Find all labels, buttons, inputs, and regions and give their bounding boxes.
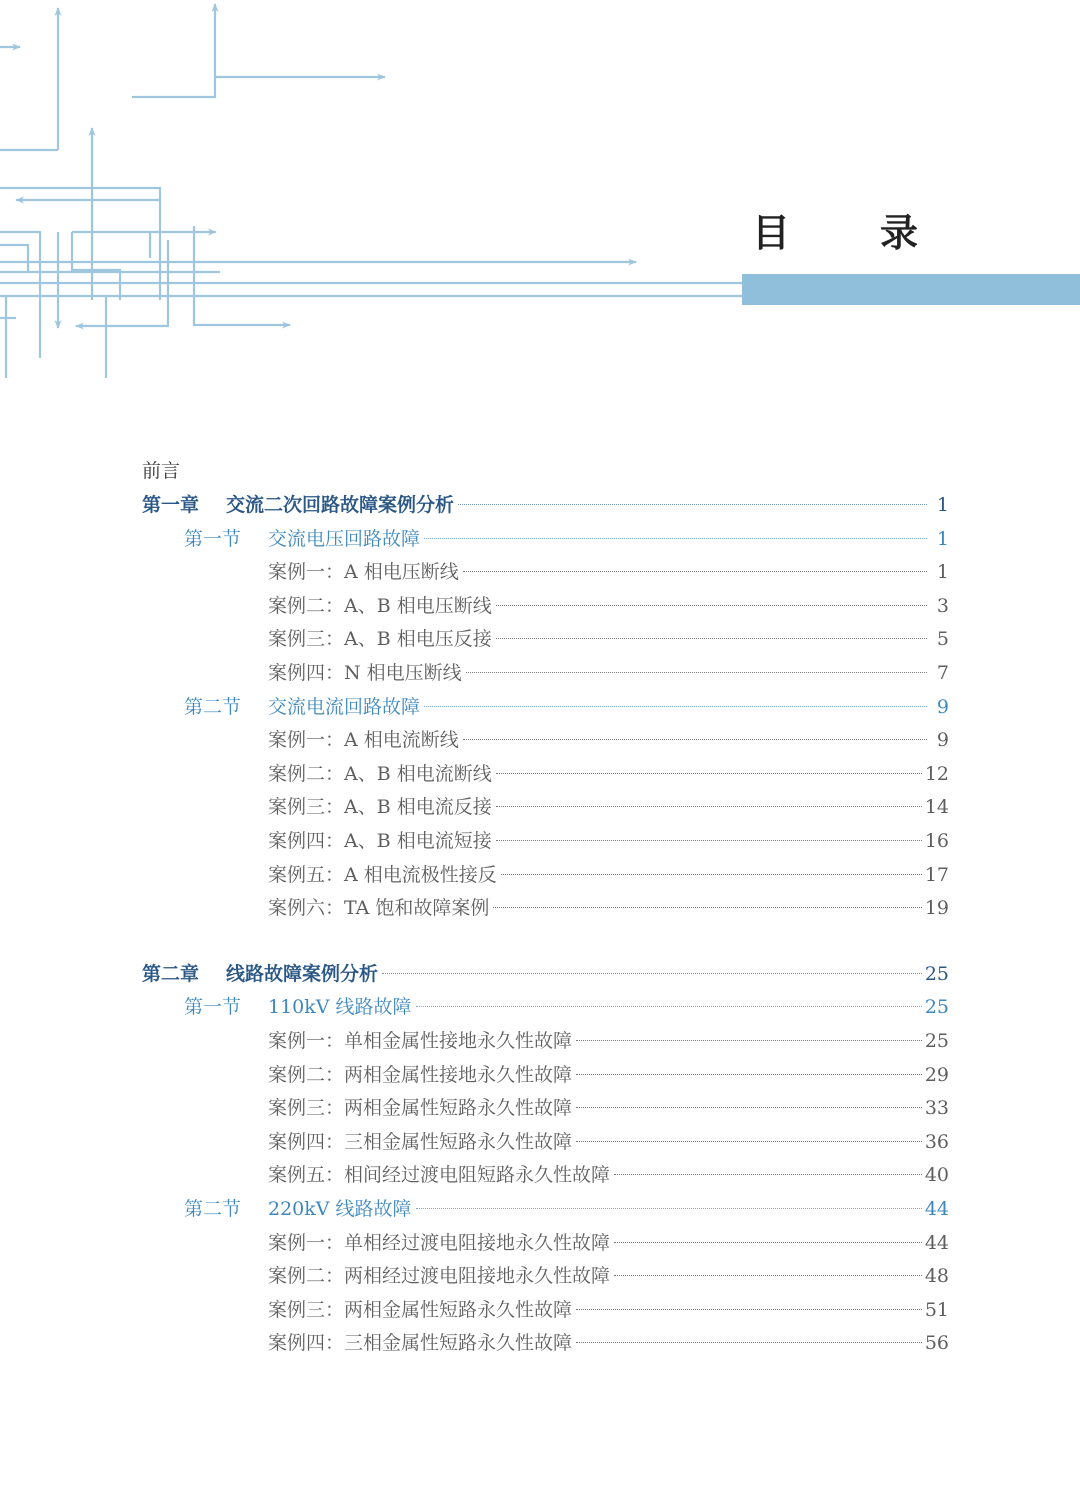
toc-entry-case[interactable] [0,1295,949,1325]
toc-entry-case[interactable] [0,1228,949,1258]
toc-dot-leader [576,1107,922,1108]
toc-dot-leader [576,1309,922,1310]
toc-entry-section[interactable] [0,1194,949,1224]
toc-entry-page: 51 [924,1298,949,1321]
toc-entry-title: 案例一：单相经过渡电阻接地永久性故障 [268,1231,611,1254]
toc-dot-leader [493,907,921,908]
toc-entry-page: 5 [936,628,949,651]
toc-entry-title: 案例三：A、B 相电压反接 [268,628,492,651]
toc-entry-title: 案例一：单相金属性接地永久性故障 [268,1030,573,1052]
toc-entry-section[interactable] [0,524,949,554]
toc-entry-number: 第二章 [142,962,200,985]
toc-entry-title: 案例三：两相金属性短路永久性故障 [268,1097,573,1120]
toc-entry-page: 1 [936,494,949,516]
toc-entry-page: 44 [924,1231,949,1254]
toc-entry-case[interactable] [0,792,949,822]
toc-entry-case[interactable] [0,557,949,587]
toc-entry-number: 第一节 [184,996,242,1019]
toc-entry-case[interactable] [0,860,949,890]
toc-entry-page: 17 [924,863,949,886]
toc-dot-leader [424,706,927,707]
toc-dot-leader [463,739,927,740]
toc-entry-title: 案例三：A、B 相电流反接 [268,796,492,819]
toc-entry-title: 案例二：两相金属性接地永久性故障 [268,1063,573,1086]
toc-entry-number: 第二节 [184,1198,242,1220]
toc-entry-page: 7 [936,662,949,684]
toc-dot-leader [466,672,927,673]
toc-entry-case[interactable] [0,624,949,654]
toc-dot-leader [576,1040,922,1041]
toc-preface[interactable]: 前言 [142,460,181,482]
toc-entry-case[interactable] [0,759,949,789]
toc-entry-title: 案例一：A 相电压断线 [268,561,459,584]
toc-dot-leader [501,874,922,875]
toc-entry-page: 36 [924,1130,949,1153]
toc-entry-section[interactable] [0,692,949,722]
toc-dot-leader [496,605,927,606]
toc-entry-page: 12 [924,762,949,785]
toc-dot-leader [424,538,927,539]
toc-entry-title: 案例四：三相金属性短路永久性故障 [268,1130,573,1153]
toc-entry-page: 14 [924,796,949,819]
toc-entry-title: 案例一：A 相电流断线 [268,729,459,752]
toc-entry-page: 1 [936,561,949,584]
toc-entry-case[interactable] [0,1127,949,1157]
toc-entry-title: 案例五：相间经过渡电阻短路永久性故障 [268,1164,611,1187]
toc-dot-leader [614,1174,922,1175]
toc-entry-page: 25 [924,1030,949,1052]
toc-entry-title: 案例三：两相金属性短路永久性故障 [268,1298,573,1321]
toc-entry-page: 33 [924,1097,949,1120]
toc-dot-leader [382,973,922,974]
toc-entry-case[interactable] [0,1093,949,1123]
toc-entry-title: 案例四：A、B 相电流短接 [268,830,492,852]
toc-entry-case[interactable] [0,658,949,688]
toc-dot-leader [496,773,922,774]
toc-entry-case[interactable] [0,1261,949,1291]
toc-dot-leader [496,638,927,639]
toc-dot-leader [416,1006,922,1007]
toc-entry-page: 9 [936,695,949,718]
toc-entry-chapter[interactable] [0,959,949,989]
toc-entry-title: 交流二次回路故障案例分析 [226,494,455,516]
toc-entry-case[interactable] [0,1328,949,1358]
toc-entry-case[interactable] [0,725,949,755]
toc-entry-case[interactable] [0,826,949,856]
toc-entry-title: 220kV 线路故障 [268,1198,412,1220]
toc-entry-case[interactable] [0,1026,949,1056]
toc-entry-page: 1 [936,527,949,550]
toc-heading: 目 录 [752,211,945,255]
toc-entry-page: 44 [924,1198,949,1220]
toc-dot-leader [496,840,922,841]
toc-dot-leader [614,1275,922,1276]
toc-entry-title: 案例四：三相金属性短路永久性故障 [268,1332,573,1355]
toc-entry-page: 16 [924,830,949,852]
toc-dot-leader [496,806,922,807]
toc-entry-title: 交流电压回路故障 [268,527,421,550]
toc-entry-title: 案例四：N 相电压断线 [268,662,462,684]
toc-entry-section[interactable] [0,992,949,1022]
toc-entry-title: 交流电流回路故障 [268,695,421,718]
toc-entry-case[interactable] [0,1160,949,1190]
toc-dot-leader [463,571,927,572]
toc-dot-leader [416,1208,922,1209]
toc-entry-number: 第一节 [184,527,242,550]
toc-entry-page: 25 [924,996,949,1019]
toc-entry-title: 线路故障案例分析 [226,962,379,985]
toc-entry-page: 9 [936,729,949,752]
toc-entry-case[interactable] [0,893,949,923]
toc-entry-title: 案例二：A、B 相电流断线 [268,762,492,785]
toc-entry-page: 40 [924,1164,949,1187]
toc-entry-title: 案例五：A 相电流极性接反 [268,863,497,886]
toc-entry-title: 案例二：两相经过渡电阻接地永久性故障 [268,1265,611,1288]
toc-dot-leader [576,1342,922,1343]
toc-dot-leader [576,1141,922,1142]
toc-entry-case[interactable] [0,1060,949,1090]
toc-entry-page: 29 [924,1063,949,1086]
toc-entry-page: 25 [924,962,949,985]
toc-entry-number: 第二节 [184,695,242,718]
toc-dot-leader [576,1074,922,1075]
toc-entry-case[interactable] [0,591,949,621]
toc-entry-chapter[interactable] [0,490,949,520]
toc-entry-page: 3 [936,594,949,617]
toc-entry-page: 48 [924,1265,949,1288]
toc-entry-page: 56 [924,1332,949,1355]
toc-entry-title: 案例二：A、B 相电压断线 [268,594,492,617]
toc-entry-page: 19 [924,897,949,920]
toc-dot-leader [458,504,927,505]
toc-dot-leader [614,1242,922,1243]
toc-entry-number: 第一章 [142,494,200,516]
toc-entry-title: 案例六：TA 饱和故障案例 [268,897,490,920]
toc-entry-title: 110kV 线路故障 [268,996,412,1019]
